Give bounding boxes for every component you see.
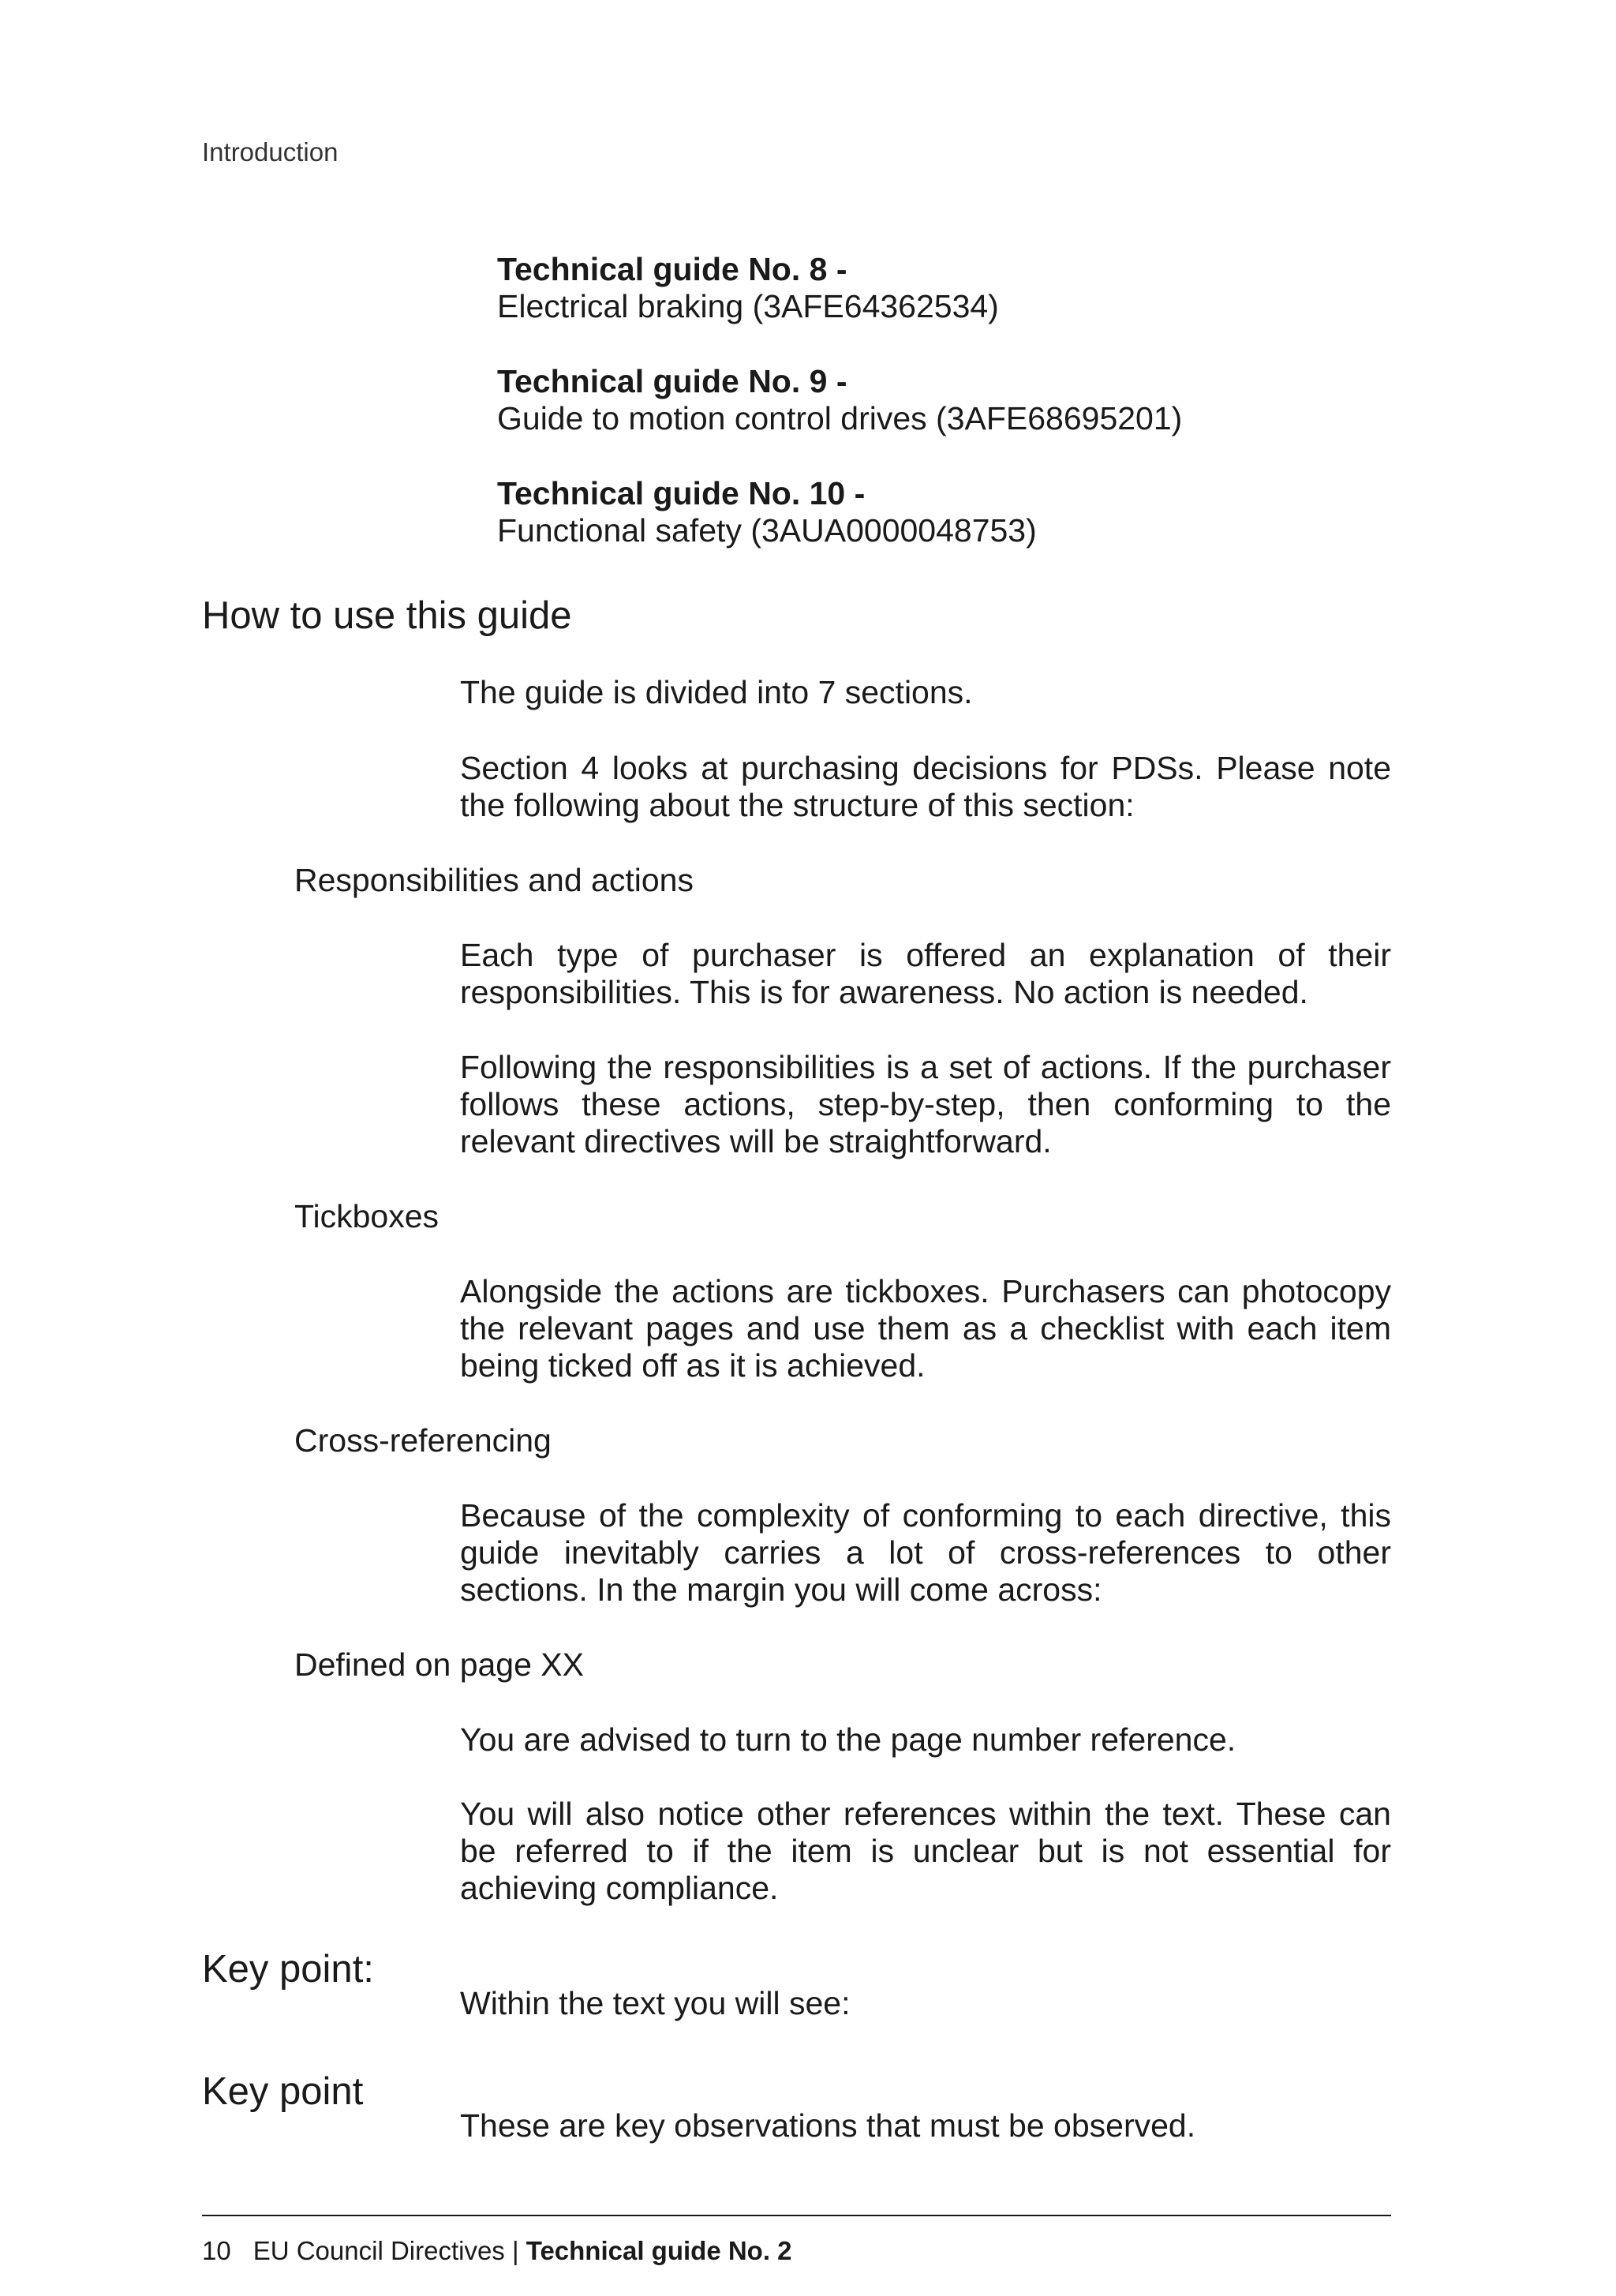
guide-name: Technical guide No. 2	[526, 2236, 792, 2265]
paragraph: Alongside the actions are tickboxes. Purchasers can photocopy the relevant pages and use them as a checklist with each item being ticked off as it is achieved.	[460, 1273, 1391, 1384]
subheading-defined-on-page: Defined on page XX	[294, 1646, 584, 1683]
guide-title: Technical guide No. 9 -	[497, 363, 847, 399]
key-point-label: Key point	[202, 2070, 364, 2113]
paragraph: Following the responsibilities is a set of actions. If the purchaser follows these actions, step-by-step, then conforming to the relevant directives will be straightforward.	[460, 1049, 1391, 1159]
guide-title: Technical guide No. 8 -	[497, 251, 847, 287]
paragraph: Because of the complexity of conforming to each directive, this guide inevitably carries a lot of cross-references to other sections. In the margin you will come across:	[460, 1497, 1391, 1608]
key-point-label: Key point:	[202, 1948, 374, 1991]
paragraph: Section 4 looks at purchasing decisions for PDSs. Please note the following about the structure of this section:	[460, 750, 1391, 823]
footer-rule	[202, 2215, 1391, 2216]
subheading-tickboxes: Tickboxes	[294, 1198, 440, 1234]
section-heading: How to use this guide	[202, 594, 572, 637]
guide-description: Functional safety (3AUA0000048753)	[497, 512, 1037, 549]
paragraph: You are advised to turn to the page number reference.	[460, 1721, 1236, 1758]
paragraph: Within the text you will see:	[460, 1985, 851, 2021]
guide-reference-8	[497, 251, 1397, 325]
document-title: EU Council Directives	[252, 2236, 505, 2265]
guide-title: Technical guide No. 10 -	[497, 475, 866, 511]
page-number: 10	[202, 2236, 231, 2265]
running-header: Introduction	[202, 137, 339, 167]
paragraph: You will also notice other references within the text. These can be referred to if the item is unclear but is not essential for achieving compliance.	[460, 1796, 1391, 1906]
subheading-responsibilities: Responsibilities and actions	[294, 862, 694, 898]
guide-description: Guide to motion control drives (3AFE68695201)	[497, 400, 1183, 436]
page-footer	[202, 2235, 792, 2267]
paragraph: The guide is divided into 7 sections.	[460, 674, 973, 710]
footer-separator: |	[511, 2236, 519, 2265]
guide-description: Electrical braking (3AFE64362534)	[497, 288, 999, 324]
guide-reference-9	[497, 363, 1397, 437]
subheading-cross-referencing: Cross-referencing	[294, 1422, 552, 1459]
guide-reference-10	[497, 475, 1397, 549]
paragraph: Each type of purchaser is offered an explanation of their responsibilities. This is for awareness. No action is needed.	[460, 937, 1391, 1010]
paragraph: These are key observations that must be observed.	[460, 2107, 1196, 2144]
